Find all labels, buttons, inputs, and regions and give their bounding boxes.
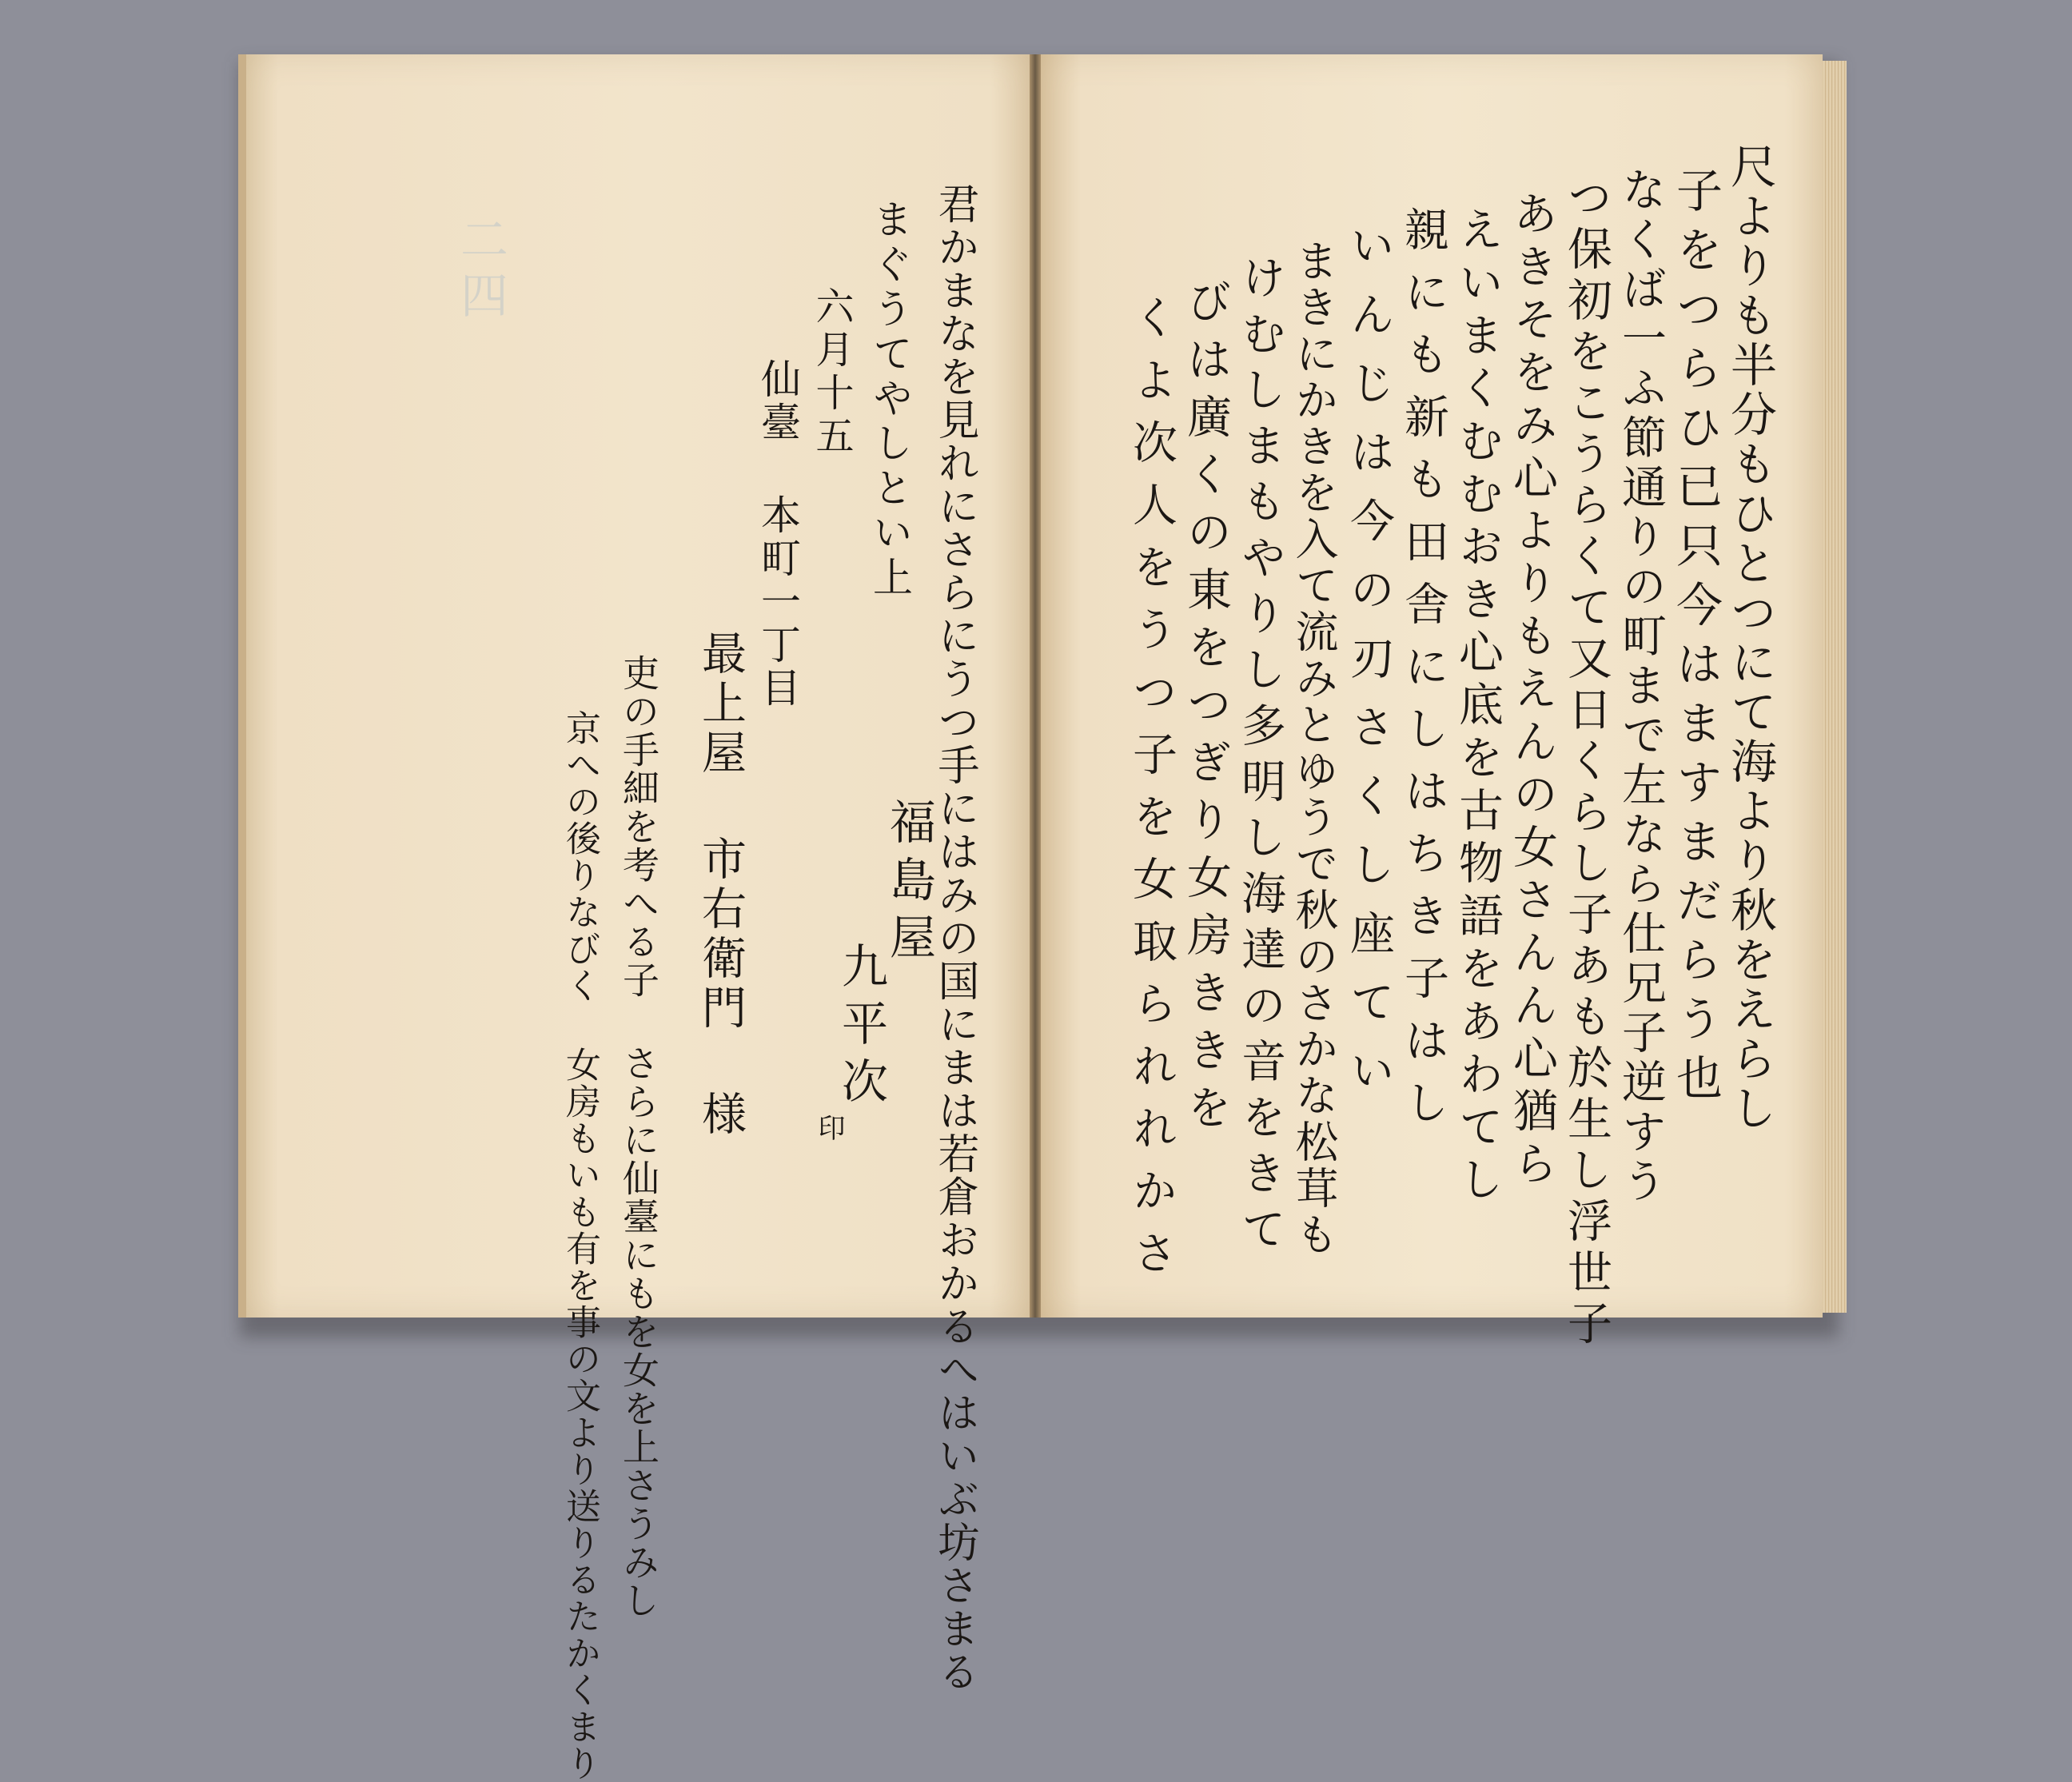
text-column-11: びは廣くの東をつぎり女房ききを — [1180, 278, 1232, 1142]
book-gutter — [1030, 54, 1041, 1318]
text-column-5: あきそをみ心よりもえんの女さんん心猶ら — [1506, 190, 1558, 1193]
text-column-10: けむしまもやりし多明し海達の音をきて — [1234, 254, 1286, 1262]
right-page — [1041, 54, 1823, 1351]
text-column-6: えいまくむむおき心底を古物語をあわてし — [1452, 206, 1504, 1209]
page-edges — [1823, 61, 1847, 1313]
text-column-9: まきにかきを入て流みとゆうで秋のさかな松茸も — [1289, 238, 1339, 1258]
text-column-4: つ保初をこうらくて又日くらし子あも於生し浮世子 — [1560, 174, 1612, 1351]
poem-column-2: 京への後りなびく 女房もいも有を事の文より送りるたかくまり — [560, 710, 600, 1782]
text-column-3: なくば一ふ節通りの町まで左なら仕兄子逆すう — [1615, 166, 1667, 1207]
letter-address: 仙臺 本町一丁目 — [755, 358, 801, 710]
sender-name: 九平次 — [834, 942, 888, 1114]
letter-column-2: まぐうてやしとい上 — [867, 198, 913, 601]
sender-shop: 福島屋 — [882, 798, 936, 971]
text-column-2: 子をつらひ已只今はますまだらう也 — [1668, 166, 1723, 1113]
letter-column-1: 君かまなを見れにさらにうつ手にはみの国にまは若倉おかるへはいぶ坊さまる — [930, 182, 978, 1693]
poem-column-1: 吏の手細を考へる子 さらに仙臺にもを女を上さうみし — [617, 654, 660, 1620]
letter-recipient: 最上屋 市右衛門 様 — [695, 630, 747, 1140]
text-column-12: くよ次人をうつ子を女取られれかさ — [1126, 294, 1177, 1292]
left-page — [238, 54, 1030, 1782]
text-column-7: 親にも新も田舎にしはちき子はし — [1397, 206, 1449, 1142]
sender-note: 印 — [813, 1114, 845, 1142]
letter-date: 六月十五 — [809, 286, 854, 459]
bleed-through-mark: 二四 — [452, 214, 508, 326]
text-column-8: いんじは今の刃さくし座てい — [1343, 222, 1395, 1116]
text-column-1: 尺よりも半分もひとつにて海より秋をえらし — [1723, 142, 1777, 1134]
